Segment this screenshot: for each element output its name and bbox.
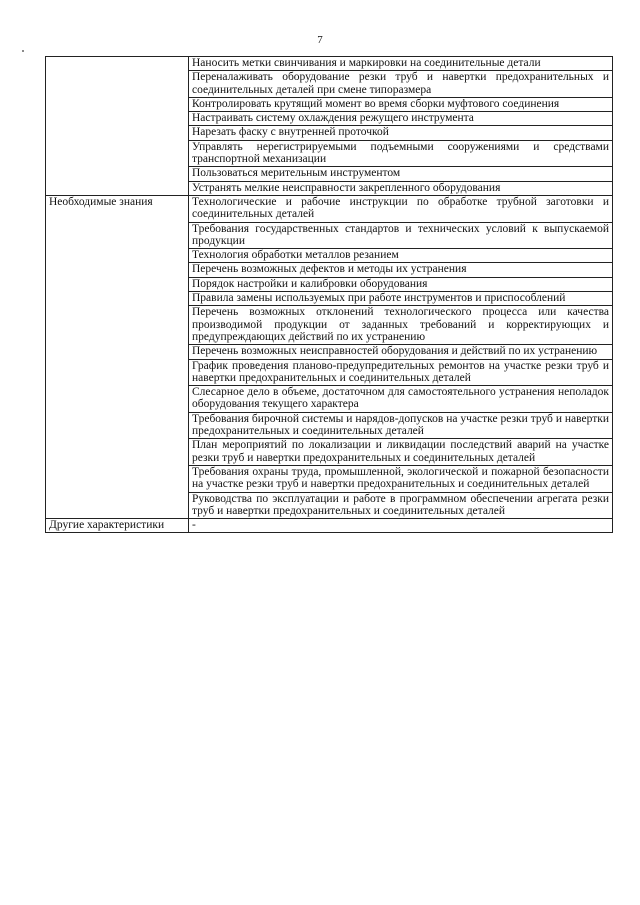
skill-item: Наносить метки свинчивания и маркировки на соединительные детали	[189, 57, 613, 71]
knowledge-item: Требования охраны труда, промышленной, экологической и пожарной безопасности на участке резки труб и навертки предохранительных и соединительных деталей	[189, 465, 613, 492]
knowledge-item: Правила замены используемых при работе инструментов и приспособлений	[189, 292, 613, 306]
table-row	[46, 519, 613, 533]
knowledge-item: Требования государственных стандартов и технических условий к выпускаемой продукции	[189, 222, 613, 249]
knowledge-item: Технология обработки металлов резанием	[189, 249, 613, 263]
knowledge-item: Технологические и рабочие инструкции по обработке трубной заготовки и соединительных деталей	[189, 195, 613, 222]
requirements-table-wrap	[45, 56, 612, 533]
skill-item: Настраивать систему охлаждения режущего инструмента	[189, 112, 613, 126]
table-row	[46, 57, 613, 71]
knowledge-item: Порядок настройки и калибровки оборудования	[189, 277, 613, 291]
knowledge-item: План мероприятий по локализации и ликвидации последствий аварий на участке резки труб и навертки предохранительных и соединительных деталей	[189, 439, 613, 466]
knowledge-item: Требования бирочной системы и нарядов-допусков на участке резки труб и навертки предохранительных и соединительных деталей	[189, 412, 613, 439]
knowledge-item: Перечень возможных отклонений технологического процесса или качества производимой продукции от заданных требований и корректирующих и предупреждающих действий по их устранению	[189, 306, 613, 345]
skill-item: Пользоваться мерительным инструментом	[189, 167, 613, 181]
knowledge-item: Слесарное дело в объеме, достаточном для самостоятельного устранения неполадок оборудования текущего характера	[189, 386, 613, 413]
knowledge-item: Руководства по эксплуатации и работе в программном обеспечении агрегата резки труб и навертки предохранительных и соединительных деталей	[189, 492, 613, 519]
scan-speck	[22, 50, 24, 52]
skill-item: Нарезать фаску с внутренней проточкой	[189, 126, 613, 140]
knowledge-item: Перечень возможных дефектов и методы их устранения	[189, 263, 613, 277]
skill-item: Переналаживать оборудование резки труб и навертки предохранительных и соединительных деталей при смене типоразмера	[189, 71, 613, 98]
knowledge-item: График проведения планово-предупредительных ремонтов на участке резки труб и навертки предохранительных и соединительных деталей	[189, 359, 613, 386]
requirements-table	[45, 56, 613, 533]
skills-continued-label-cell	[46, 57, 189, 196]
skill-item: Контролировать крутящий момент во время сборки муфтового соединения	[189, 97, 613, 111]
skill-item: Управлять нерегистрируемыми подъемными сооружениями и средствами транспортной механизации	[189, 140, 613, 167]
other-characteristics-label: Другие характеристики	[46, 519, 189, 533]
other-characteristics-value: -	[189, 519, 613, 533]
skill-item: Устранять мелкие неисправности закрепленного оборудования	[189, 181, 613, 195]
knowledge-item: Перечень возможных неисправностей оборудования и действий по их устранению	[189, 345, 613, 359]
page-number: 7	[317, 34, 323, 46]
knowledge-label: Необходимые знания	[46, 195, 189, 518]
table-row	[46, 195, 613, 222]
